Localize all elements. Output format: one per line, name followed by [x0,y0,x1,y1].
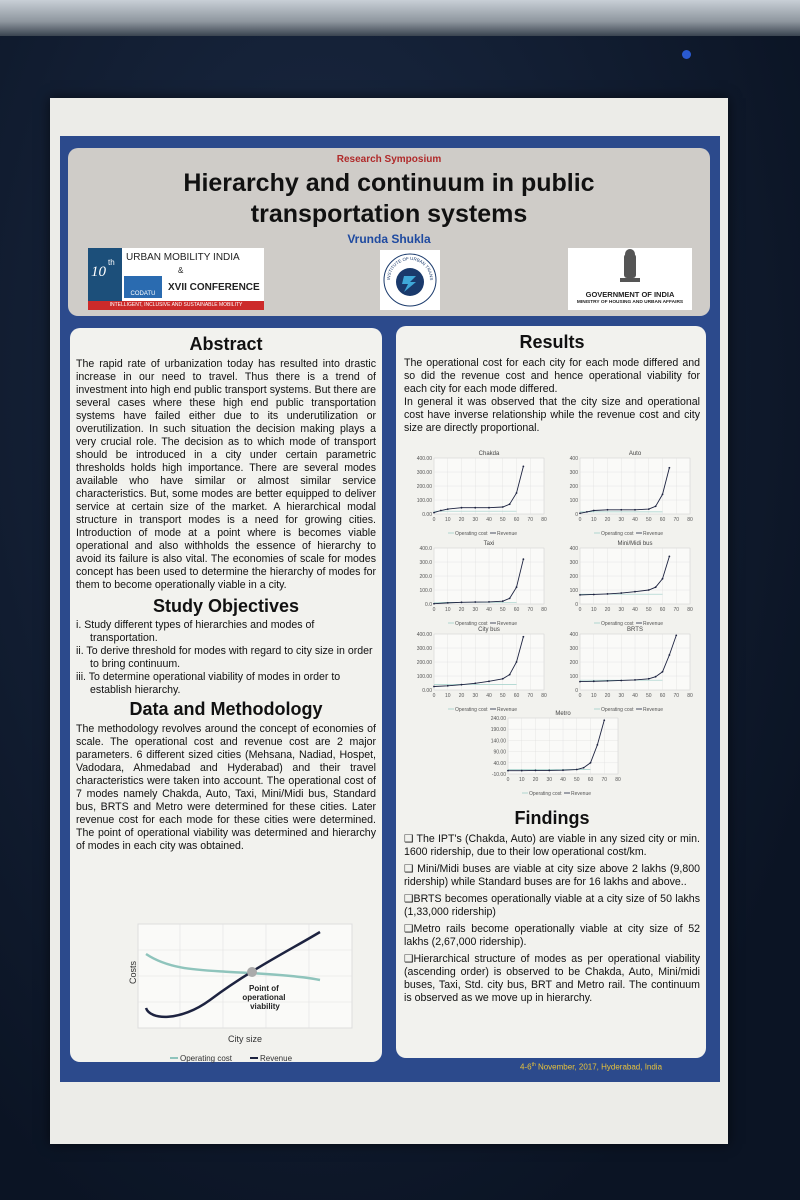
y-tick-label: 200 [569,574,578,580]
data-point [488,507,490,509]
y-tick-label: -10.00 [491,772,506,778]
data-point [603,719,605,721]
board-frame [0,0,800,36]
y-tick-label: 90.00 [493,749,506,756]
y-tick-label: 0.00 [422,688,432,694]
x-tick-label: 60 [513,607,520,613]
y-tick-label: 0 [575,602,578,608]
data-point [583,767,585,769]
data-point [648,589,650,591]
data-point [516,586,518,588]
data-point [607,593,609,595]
x-tick-label: 0 [432,693,436,699]
x-tick-label: 10 [590,517,597,523]
data-point [586,511,588,513]
data-point [502,678,504,680]
y-tick-label: 300 [569,646,578,652]
x-tick-label: 30 [472,693,479,699]
data-point [447,508,449,510]
x-tick-label: 10 [444,517,451,523]
result-chart [404,626,554,718]
conference-date: 4-6th November, 2017, Hyderabad, India [520,1062,663,1072]
y-tick-label: 100.00 [416,498,432,504]
x-tick-label: 30 [472,607,479,613]
legend-label: Revenue [497,621,518,627]
y-tick-label: 40.00 [493,760,506,767]
y-tick-label: 400 [569,632,578,638]
x-tick-label: 60 [513,517,520,523]
x-tick-label: 70 [673,693,680,699]
x-tick-label: 0 [578,693,582,699]
iut-emblem-icon [380,250,440,310]
data-point [433,603,435,605]
result-chart [550,450,700,542]
codatu-logo [124,276,162,298]
data-point [474,682,476,684]
x-tick-label: 0 [432,517,436,523]
results-text-1: The operational cost for each city for each mode differed and so did the revenue cost and hence operational viability for each city for each mode differed. [404,357,700,395]
x-tick-label: 10 [590,607,597,613]
objectives-heading: Study Objectives [152,596,300,616]
data-point [509,598,511,600]
data-point [596,744,598,746]
legend-label: Operating cost [455,531,488,537]
concept-ylabel: Costs [128,960,138,984]
data-point [648,678,650,680]
data-point [655,586,657,588]
x-tick-label: 60 [513,693,520,699]
x-tick-label: 0 [578,517,582,523]
data-point [668,654,670,656]
umi-name: URBAN MOBILITY INDIA [126,252,240,263]
y-tick-label: 0.0 [425,602,432,608]
x-tick-label: 70 [527,517,534,523]
iut-ring-text: INSTITUTE OF URBAN TRANS [385,255,435,281]
x-tick-label: 50 [645,607,652,613]
concept-legend-rev: Revenue [260,1054,293,1063]
chart-title: BRTS [627,627,643,633]
x-tick-label: 60 [659,607,666,613]
legend-label: Operating cost [601,707,634,713]
concept-annotation: Point of operational viability [242,984,286,1011]
x-tick-label: 20 [458,693,465,699]
data-point [593,594,595,596]
y-tick-label: 0.00 [422,512,432,518]
chart-title: City bus [478,627,500,633]
data-point [662,578,664,580]
data-point [620,680,622,682]
government-of-india-logo [568,248,692,310]
x-tick-label: 50 [499,607,506,613]
legend-label: Revenue [571,791,592,797]
data-point [433,686,435,688]
data-point [447,685,449,687]
legend-label: Operating cost [529,791,562,797]
data-point [502,600,504,602]
umi-10: 10 [91,264,106,280]
finding-item: ❑Hierarchical structure of modes as per operational viability (ascending order) is observed to be Chakda, Auto, Mini/midi buses, Taxi, Std. city bus, BRT and Metro rail. The continuum is observed as we move up in hierarchy. [404,953,700,1004]
x-tick-label: 80 [687,607,693,613]
x-tick-label: 30 [618,517,625,523]
x-tick-label: 10 [590,693,597,699]
x-tick-label: 70 [673,517,680,523]
y-tick-label: 190.00 [490,727,506,734]
y-tick-label: 200.00 [416,660,432,666]
x-tick-label: 20 [604,607,611,613]
y-tick-label: 100 [569,674,578,680]
legend-label: Operating cost [455,707,488,713]
data-point [579,512,581,514]
data-point [668,556,670,558]
concept-chart [70,920,382,1070]
data-point [548,770,550,772]
x-tick-label: 60 [659,693,666,699]
x-tick-label: 30 [546,777,553,783]
data-point [433,512,435,514]
data-point [634,591,636,593]
y-tick-label: 300 [569,560,578,566]
x-tick-label: 20 [458,517,465,523]
data-point [579,681,581,683]
x-tick-label: 70 [527,607,534,613]
y-tick-label: 300.00 [416,646,432,652]
x-tick-label: 80 [541,693,547,699]
national-emblem-icon [568,248,692,288]
result-chart [404,450,554,542]
y-tick-label: 100 [569,498,578,504]
result-chart [550,540,700,632]
abstract-heading: Abstract [189,334,263,354]
data-point [634,679,636,681]
findings-heading: Findings [514,808,590,828]
y-tick-label: 100 [569,588,578,594]
x-tick-label: 80 [615,777,621,783]
x-tick-label: 40 [632,693,638,699]
y-tick-label: 140.00 [490,738,506,745]
data-point [447,602,449,604]
chart-title: Taxi [483,541,495,547]
data-point [509,503,511,505]
data-point [562,769,564,771]
x-tick-label: 40 [486,693,492,699]
x-tick-label: 20 [604,517,611,523]
data-point [507,770,509,772]
data-point [535,770,537,772]
data-point [509,674,511,676]
data-point [522,466,524,468]
x-tick-label: 30 [472,517,479,523]
x-tick-label: 50 [499,517,506,523]
chart-title: Metro [555,711,571,717]
data-point [461,601,463,603]
data-point [440,510,442,512]
urban-mobility-india-logo [88,248,264,310]
right-column [396,326,706,1058]
y-tick-label: 100.00 [416,674,432,680]
y-tick-label: 300.00 [416,470,432,476]
data-point [662,494,664,496]
y-tick-label: 400.00 [416,632,432,638]
x-tick-label: 70 [601,777,608,783]
y-tick-label: 240.00 [490,716,506,722]
data-point [576,769,578,771]
x-tick-label: 40 [632,517,638,523]
concept-xlabel: City size [227,1034,263,1044]
data-point [579,594,581,596]
data-point [461,507,463,509]
title-line-1: Hierarchy and continuum in public [183,169,595,197]
x-tick-label: 80 [541,607,547,613]
data-point [593,680,595,682]
y-tick-label: 400.0 [419,546,432,552]
objective-item: ii. To derive threshold for modes with regard to city size in order to bring continuum. [76,645,373,670]
chart-title: Auto [628,451,642,457]
data-point [668,467,670,469]
data-point [593,510,595,512]
poster-title [68,168,710,230]
x-tick-label: 60 [587,777,594,783]
legend-label: Revenue [643,621,664,627]
legend-label: Revenue [497,707,518,713]
finding-item: ❑Metro rails become operationally viable at city size of 52 lakhs (2,67,000 ridership). [404,923,700,948]
results-text-2: In general it was observed that the city size and operational cost have inverse relationship while the revenue cost and city size are directly proportional. [404,396,700,434]
x-tick-label: 50 [645,693,652,699]
viability-point [247,967,257,977]
x-tick-label: 40 [486,517,492,523]
data-point [620,509,622,511]
finding-item: ❑BRTS becomes operationally viable at a city size of 50 lakhs (1,33,000 ridership) [404,893,700,918]
goi-label: GOVERNMENT OF INDIA [585,290,675,299]
x-tick-label: 20 [532,777,539,783]
x-tick-label: 10 [444,607,451,613]
result-chart [478,710,628,802]
x-tick-label: 30 [618,607,625,613]
results-heading: Results [519,332,585,352]
chart-title: Mini/Midi bus [617,541,653,547]
x-tick-label: 30 [618,693,625,699]
x-tick-label: 40 [560,777,566,783]
objective-item: i. Study different types of hierarchies and modes of transportation. [76,619,315,644]
poster-header [68,148,710,316]
x-tick-label: 70 [527,693,534,699]
x-tick-label: 80 [687,517,693,523]
ministry-label: MINISTRY OF HOUSING AND URBAN AFFAIRS [576,300,684,305]
umi-tagline: INTELLIGENT, INCLUSIVE AND SUSTAINABLE MOBILITY [88,301,264,310]
x-tick-label: 40 [632,607,638,613]
y-tick-label: 0 [575,512,578,518]
data-point [516,661,518,663]
concept-legend-op: Operating cost [180,1054,233,1063]
finding-item: ❑ Mini/Midi buses are viable at city size above 2 lakhs (9,800 ridership) while Standard buses are for 16 lakhs and above.. [404,863,700,888]
title-line-2: transportation systems [250,200,528,228]
methodology-text: The methodology revolves around the concept of economies of scale. The operational cost and revenue cost are 2 major parameters. 6 different sized cities (Mehsana, Nadiad, Hospet, Vadodara, Ahmedabad and Hyderabad) and their travel characteristics were taken into account. The operational cost of 7 modes namely Chakda, Auto, Taxi, Mini/Midi bus, Standard bus, BRTS and Metro were determined for these cities. Later revenue cost for each mode for these cities were determined. The point of operational viability was determined and hierarchy of modes in each city was obtained. [76,723,376,852]
data-point [634,509,636,511]
x-tick-label: 50 [499,693,506,699]
legend-label: Revenue [643,707,664,713]
x-tick-label: 0 [506,777,510,783]
legend-label: Revenue [643,531,664,537]
legend-label: Operating cost [455,621,488,627]
y-tick-label: 200 [569,484,578,490]
data-point [522,636,524,638]
iut-logo [380,250,440,310]
legend-label: Operating cost [601,531,634,537]
y-tick-label: 400 [569,546,578,552]
data-point [607,680,609,682]
author-name: Vrunda Shukla [347,232,431,246]
legend-label: Revenue [497,531,518,537]
abstract-text: The rapid rate of urbanization today has resulted into drastic increase in our need to travel. Thus there is a trend of investment into high end public transport systems. But there are several cases where these high end public transportation systems have failed either due to its underutilization or overutilization. In such situation the decision making plays a very crucial role. The decision as to which mode of transport should be introduced in a city under certain parametric thresholds holds high importance. There are several modes available who have similar or almost similar service characteristics. But, some modes are better equipped to deliver service at certain size of the market. A hierarchical modal structure in transport modes is a need for growing cities. Introduction of mode at a point where is becomes viable operational and also withholds the essence of hierarchy to avoid its failure is also vital. The economies of scale for modes concept has been used to determine the hierarchy of modes for them to become operationally viable in a city. [76,358,376,591]
data-point [662,671,664,673]
y-tick-label: 300.0 [419,560,432,566]
data-point [521,770,523,772]
x-tick-label: 10 [444,693,451,699]
symposium-label: Research Symposium [336,154,442,165]
left-column [70,328,382,1062]
x-tick-label: 40 [486,607,492,613]
umi-th: th [108,258,115,267]
x-tick-label: 20 [458,607,465,613]
y-tick-label: 0 [575,688,578,694]
chart-title: Chakda [478,451,500,457]
legend-label: Operating cost [601,621,634,627]
result-chart [550,626,700,718]
result-chart [404,540,554,632]
data-point [488,601,490,603]
xvii-conference: XVII CONFERENCE [168,282,260,293]
finding-item: ❑ The IPT's (Chakda, Auto) are viable in any sized city or min. 1600 ridership, due to their low operational cost/km. [404,833,700,858]
y-tick-label: 200.00 [416,484,432,490]
objective-item: iii. To determine operational viability of modes in order to establish hierarchy. [76,671,341,696]
x-tick-label: 20 [604,693,611,699]
y-tick-label: 100.0 [419,588,432,594]
x-tick-label: 50 [645,517,652,523]
x-tick-label: 0 [578,607,582,613]
data-point [590,762,592,764]
data-point [675,635,677,637]
data-point [474,601,476,603]
data-point [655,505,657,507]
pushpin-icon [682,50,691,59]
data-point [655,676,657,678]
data-point [620,592,622,594]
x-tick-label: 80 [541,517,547,523]
data-point [474,507,476,509]
objectives-list [76,619,376,697]
x-tick-label: 60 [659,517,666,523]
data-point [648,508,650,510]
data-point [516,492,518,494]
data-point [502,506,504,508]
x-tick-label: 0 [432,607,436,613]
data-point [607,509,609,511]
methodology-heading: Data and Methodology [129,699,323,719]
y-tick-label: 300 [569,470,578,476]
data-point [461,684,463,686]
y-tick-label: 400 [569,456,578,462]
data-point [488,680,490,682]
codatu-label: CODATU [130,291,156,297]
data-point [522,558,524,560]
y-tick-label: 200 [569,660,578,666]
umi-amp: & [178,266,184,275]
x-tick-label: 50 [573,777,580,783]
y-tick-label: 200.0 [419,574,432,580]
y-tick-label: 400.00 [416,456,432,462]
x-tick-label: 70 [673,607,680,613]
x-tick-label: 10 [518,777,525,783]
x-tick-label: 80 [687,693,693,699]
